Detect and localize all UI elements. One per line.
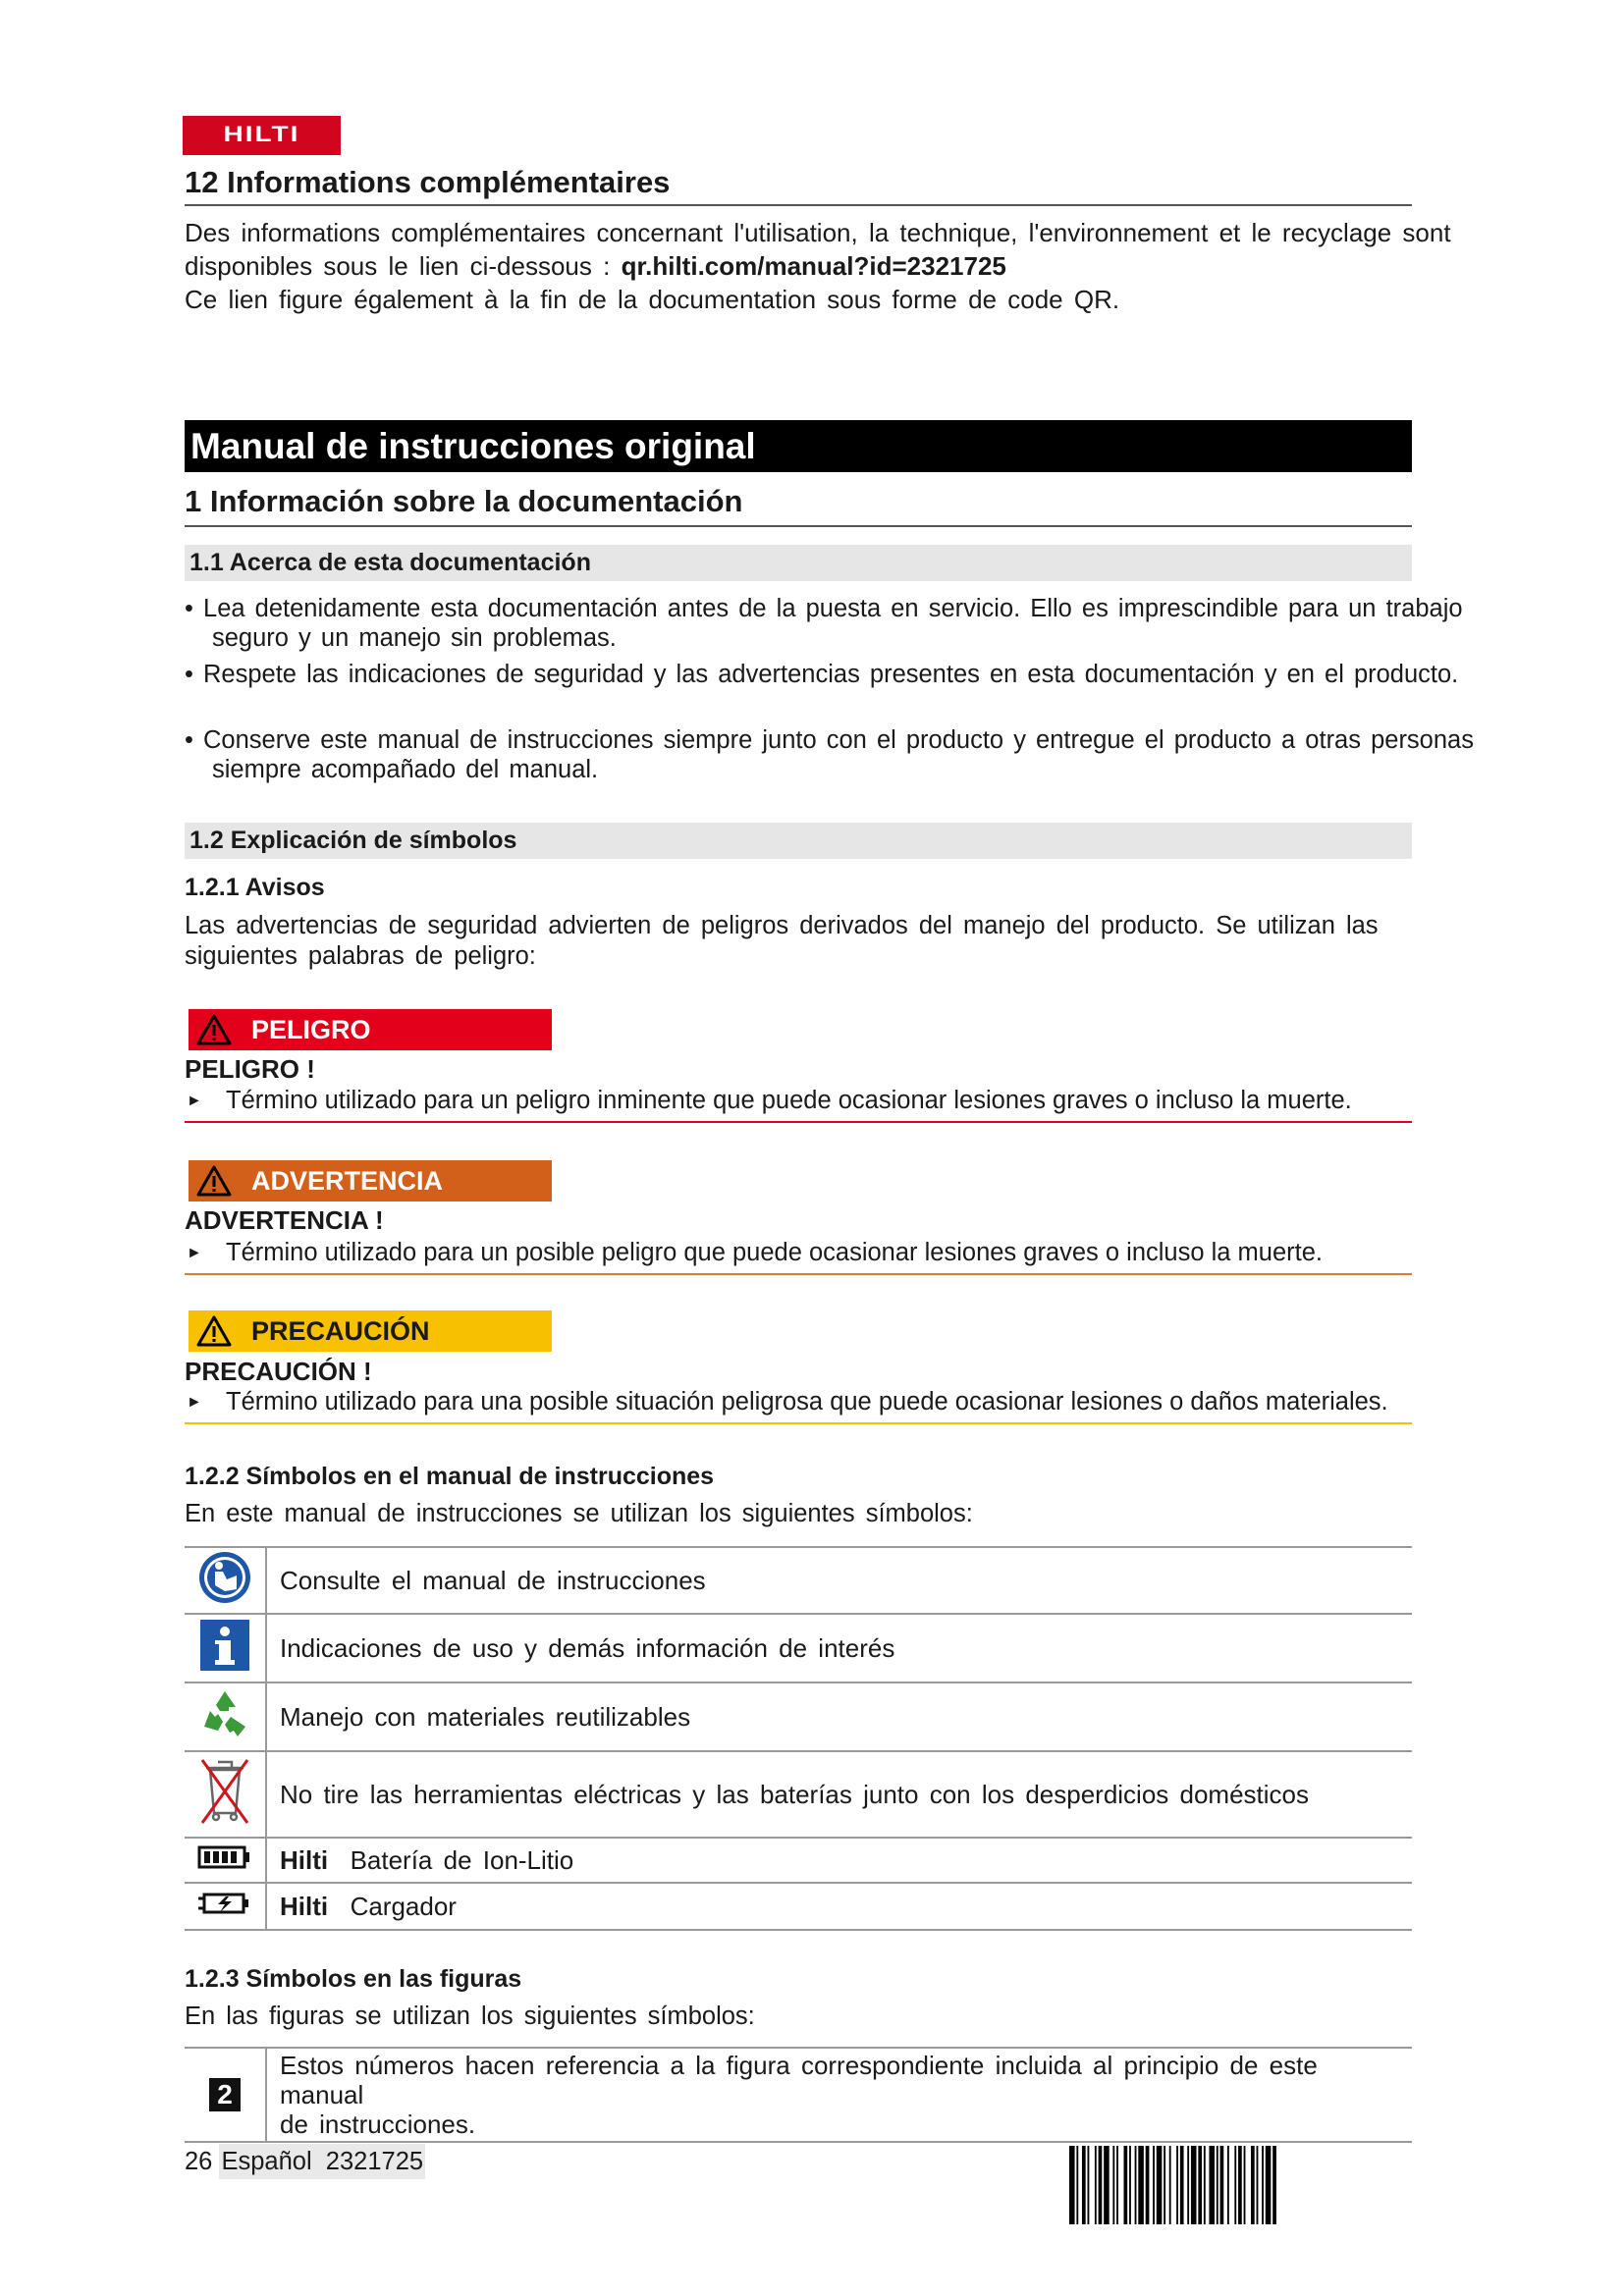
symbol-description: No tire las herramientas eléctricas y las baterías junto con los desperdicios domésticos	[266, 1751, 1412, 1838]
table-row	[185, 1838, 1412, 1883]
symbol-description-line-2: de instrucciones.	[280, 2109, 476, 2139]
warning-word: ADVERTENCIA !	[185, 1205, 384, 1235]
barcode-bar	[1112, 2146, 1114, 2224]
warning-triangle-icon	[196, 1315, 232, 1347]
crossed-bin-icon	[185, 1751, 266, 1838]
bullet-item: • Conserve este manual de instrucciones siempre junto con el producto y entregue el producto a otras personas siempre acompañado del manual.	[185, 726, 1474, 783]
recycle-icon	[185, 1682, 266, 1751]
barcode-bar	[1234, 2146, 1236, 2224]
section-1-2-1-line-2: siguientes palabras de peligro:	[185, 942, 536, 970]
barcode-bar	[1082, 2146, 1086, 2224]
barcode-bar	[1129, 2146, 1131, 2224]
barcode-bar	[1088, 2146, 1090, 2224]
warning-triangle-icon	[196, 1014, 232, 1045]
barcode-bar	[1099, 2146, 1103, 2224]
section-1-1-heading: 1.1 Acerca de esta documentación	[185, 545, 1412, 581]
bullet-item: • Respete las indicaciones de seguridad y las advertencias presentes en esta documentación y en el producto.	[185, 661, 1459, 688]
section-12-body	[185, 216, 1510, 316]
bullet-text: Conserve este manual de instrucciones siempre junto con el producto y entregue el producto a otras personas siempre acompañado del manual.	[203, 726, 1474, 783]
barcode-bar	[1116, 2146, 1118, 2224]
bullet-item: • Lea detenidamente esta documentación antes de la puesta en servicio. Ello es imprescindible para un trabajo seguro y un manejo sin problemas.	[185, 595, 1463, 652]
table-row	[185, 1682, 1412, 1751]
figure-symbols-table	[185, 2047, 1412, 2143]
table-row	[185, 1547, 1412, 1614]
footer-doc-id: 2321725	[325, 2148, 424, 2175]
barcode-bar	[1157, 2146, 1163, 2224]
table-row	[185, 1883, 1412, 1930]
section-1-2-heading: 1.2 Explicación de símbolos	[185, 823, 1412, 859]
logo-text: HILTI	[223, 122, 300, 146]
symbol-description	[266, 2048, 1412, 2142]
section-1-2-3-intro: En las figuras se utilizan los siguientes símbolos:	[185, 2002, 755, 2030]
danger-label-text: PELIGRO	[251, 1015, 371, 1044]
barcode-bar	[1180, 2146, 1184, 2224]
table-row	[185, 1614, 1412, 1682]
figure-number: 2	[209, 2078, 241, 2111]
barcode	[1069, 2146, 1413, 2224]
bullet-text: Respete las indicaciones de seguridad y las advertencias presentes en esta documentación y en el producto.	[203, 661, 1459, 688]
barcode-bar	[1198, 2146, 1202, 2224]
barcode-bar	[1272, 2146, 1276, 2224]
barcode-bar	[1095, 2146, 1097, 2224]
barcode-bar	[1209, 2146, 1215, 2224]
symbol-description-text: Batería de Ion-Litio	[350, 1844, 574, 1875]
barcode-bar	[1069, 2146, 1075, 2224]
barcode-bar	[1146, 2146, 1150, 2224]
caution-label-text: PRECAUCIÓN	[251, 1316, 430, 1346]
page-footer	[185, 2148, 425, 2176]
section-1-2-3-heading: 1.2.3 Símbolos en las figuras	[185, 1965, 522, 1993]
barcode-bar	[1153, 2146, 1155, 2224]
footer-language-text: Español	[221, 2148, 312, 2175]
barcode-bar	[1227, 2146, 1229, 2224]
barcode-bar	[1220, 2146, 1224, 2224]
barcode-bar	[1169, 2146, 1171, 2224]
table-row	[185, 1751, 1412, 1838]
arrow-icon: ►	[187, 1093, 202, 1109]
caution-description-text: Término utilizado para una posible situación peligrosa que puede ocasionar lesiones o daños materiales.	[226, 1388, 1388, 1415]
symbol-description: Indicaciones de uso y demás información de interés	[266, 1614, 1412, 1682]
barcode-bar	[1217, 2146, 1218, 2224]
barcode-bar	[1191, 2146, 1197, 2224]
warning-label-text: ADVERTENCIA	[251, 1166, 444, 1196]
figure-number-icon	[185, 2048, 266, 2142]
section-1-2-1-line-1: Las advertencias de seguridad advierten de peligros derivados del manejo del producto. Se utilizan las	[185, 912, 1379, 939]
manual-banner: Manual de instrucciones original	[185, 420, 1412, 472]
caution-word: PRECAUCIÓN !	[185, 1357, 372, 1386]
info-icon	[185, 1614, 266, 1682]
arrow-icon: ►	[187, 1394, 202, 1411]
warning-triangle-icon	[196, 1165, 232, 1197]
barcode-bar	[1244, 2146, 1246, 2224]
brand-name: Hilti	[280, 1844, 329, 1875]
barcode-bar	[1176, 2146, 1178, 2224]
symbol-description	[266, 1838, 1412, 1883]
section-12-line-2	[185, 249, 1510, 283]
barcode-bar	[1262, 2146, 1264, 2224]
symbols-table	[185, 1546, 1412, 1931]
section-12-line-1: Des informations complémentaires concernant l'utilisation, la technique, l'environnement et le recyclage sont	[185, 218, 1451, 247]
table-row	[185, 2048, 1412, 2142]
danger-label	[189, 1009, 552, 1050]
battery-icon	[185, 1838, 266, 1883]
caution-label	[189, 1310, 552, 1352]
symbol-description-text: Cargador	[350, 1891, 457, 1921]
caution-description	[185, 1388, 1412, 1424]
section-12-line-2-text: disponibles sous le lien ci-dessous :	[185, 251, 622, 281]
barcode-bar	[1124, 2146, 1128, 2224]
barcode-bar	[1187, 2146, 1189, 2224]
barcode-bar	[1204, 2146, 1206, 2224]
manual-link[interactable]: qr.hilti.com/manual?id=2321725	[621, 251, 1006, 281]
symbol-description: Manejo con materiales reutilizables	[266, 1682, 1412, 1751]
barcode-bar	[1238, 2146, 1242, 2224]
charger-icon	[185, 1883, 266, 1930]
symbol-description-line-1: Estos números hacen referencia a la figura correspondiente incluida al principio de este manual	[280, 2051, 1318, 2109]
danger-description-text: Término utilizado para un peligro inminente que puede ocasionar lesiones graves o incluso la muerte.	[226, 1087, 1352, 1114]
page-number: 26	[185, 2148, 213, 2175]
danger-word: PELIGRO !	[185, 1054, 315, 1084]
barcode-bar	[1266, 2146, 1272, 2224]
barcode-bar	[1104, 2146, 1110, 2224]
section-1-2-2-heading: 1.2.2 Símbolos en el manual de instrucciones	[185, 1463, 715, 1490]
section-12-heading: 12 Informations complémentaires	[185, 165, 1412, 206]
barcode-bar	[1138, 2146, 1144, 2224]
symbol-description: Consulte el manual de instrucciones	[266, 1547, 1412, 1614]
brand-name: Hilti	[280, 1891, 329, 1921]
section-12-line-3: Ce lien figure également à la fin de la documentation sous forme de code QR.	[185, 285, 1120, 314]
warning-label	[189, 1160, 552, 1201]
barcode-bar	[1257, 2146, 1259, 2224]
section-1-2-1-text	[185, 911, 1490, 972]
section-1-2-2-intro: En este manual de instrucciones se utilizan los siguientes símbolos:	[185, 1500, 973, 1527]
warning-description	[185, 1239, 1412, 1275]
barcode-bar	[1135, 2146, 1137, 2224]
danger-description	[185, 1087, 1412, 1123]
hilti-logo	[183, 116, 341, 155]
barcode-bar	[1076, 2146, 1078, 2224]
chapter-1-heading: 1 Información sobre la documentación	[185, 484, 1412, 527]
bullet-text: Lea detenidamente esta documentación antes de la puesta en servicio. Ello es imprescindible para un trabajo seguro y un manejo sin problemas.	[203, 595, 1463, 652]
warning-description-text: Término utilizado para un posible peligro que puede ocasionar lesiones graves o incluso la muerte.	[226, 1239, 1323, 1266]
arrow-icon: ►	[187, 1245, 202, 1261]
footer-language	[219, 2144, 425, 2179]
barcode-bar	[1251, 2146, 1255, 2224]
barcode-bar	[1164, 2146, 1165, 2224]
section-1-2-1-heading: 1.2.1 Avisos	[185, 874, 325, 901]
read-manual-icon	[185, 1547, 266, 1614]
symbol-description	[266, 1883, 1412, 1930]
